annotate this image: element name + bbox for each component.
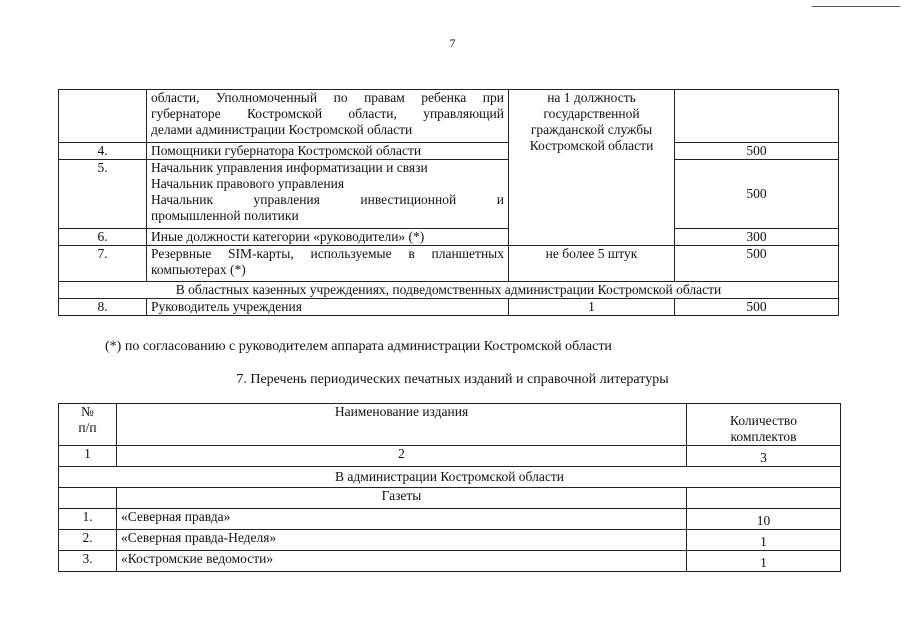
table-row xyxy=(59,551,841,572)
row-number xyxy=(59,488,117,509)
publication-name: «Северная правда-Неделя» xyxy=(117,530,687,551)
group-row xyxy=(59,488,841,509)
qty-cell: 1 xyxy=(687,551,841,572)
group-title: Газеты xyxy=(117,488,687,509)
price-cell xyxy=(675,90,839,143)
table-row xyxy=(59,530,841,551)
publication-name: «Костромские ведомости» xyxy=(117,551,687,572)
row-number: 1. xyxy=(59,509,117,530)
header-qty: Количество комплектов xyxy=(687,404,841,446)
norm-cell: 1 xyxy=(509,299,675,316)
row-number: 8. xyxy=(59,299,147,316)
table-row xyxy=(59,229,839,246)
price-cell: 500 xyxy=(675,246,839,282)
equipment-norms-table xyxy=(58,89,839,316)
qty-cell: 1 xyxy=(687,530,841,551)
position-name: Резервные SIM-карты, используемые в планшетных компьютерах (*) xyxy=(147,246,509,282)
table-row xyxy=(59,143,839,160)
footnote: (*) по согласованию с руководителем аппарата администрации Костромской области xyxy=(105,339,612,354)
table-row xyxy=(59,160,839,229)
row-number: 3. xyxy=(59,551,117,572)
section-row xyxy=(59,467,841,488)
header-row xyxy=(59,404,841,446)
position-name: области, Уполномоченный по правам ребенка при губернаторе Костромской области, управляющий делами администрации Костромской области xyxy=(147,90,509,143)
position-name: Иные должности категории «руководители» (*) xyxy=(147,229,509,246)
header-num: № п/п xyxy=(59,404,117,446)
position-name: Руководитель учреждения xyxy=(147,299,509,316)
price-cell: 300 xyxy=(675,229,839,246)
column-number: 3 xyxy=(687,446,841,467)
table-row xyxy=(59,509,841,530)
table-row xyxy=(59,90,839,143)
position-name: Помощники губернатора Костромской области xyxy=(147,143,509,160)
qty-cell xyxy=(687,488,841,509)
row-number: 6. xyxy=(59,229,147,246)
row-number: 4. xyxy=(59,143,147,160)
page-number: 7 xyxy=(449,36,456,50)
column-number-row xyxy=(59,446,841,467)
price-cell: 500 xyxy=(675,160,839,229)
periodicals-table xyxy=(58,403,841,572)
publication-name: «Северная правда» xyxy=(117,509,687,530)
header-name: Наименование издания xyxy=(117,404,687,446)
norm-cell: не более 5 штук xyxy=(509,246,675,282)
row-number: 2. xyxy=(59,530,117,551)
position-name: Начальник управления информатизации и связи Начальник правового управления Начальник управления инвестиционной и промышленной политики xyxy=(147,160,509,229)
section-row xyxy=(59,282,839,299)
qty-cell: 10 xyxy=(687,509,841,530)
table-row xyxy=(59,246,839,282)
section-heading: 7. Перечень периодических печатных изданий и справочной литературы xyxy=(236,372,669,387)
price-cell: 500 xyxy=(675,143,839,160)
row-number: 7. xyxy=(59,246,147,282)
row-number: 5. xyxy=(59,160,147,229)
column-number: 1 xyxy=(59,446,117,467)
norm-cell: на 1 должность государственной гражданской службы Костромской области xyxy=(509,90,675,246)
top-rule xyxy=(812,6,900,7)
table-row xyxy=(59,299,839,316)
column-number: 2 xyxy=(117,446,687,467)
price-cell: 500 xyxy=(675,299,839,316)
section-title: В областных казенных учреждениях, подведомственных администрации Костромской области xyxy=(59,282,839,299)
row-number xyxy=(59,90,147,143)
section-title: В администрации Костромской области xyxy=(59,467,841,488)
